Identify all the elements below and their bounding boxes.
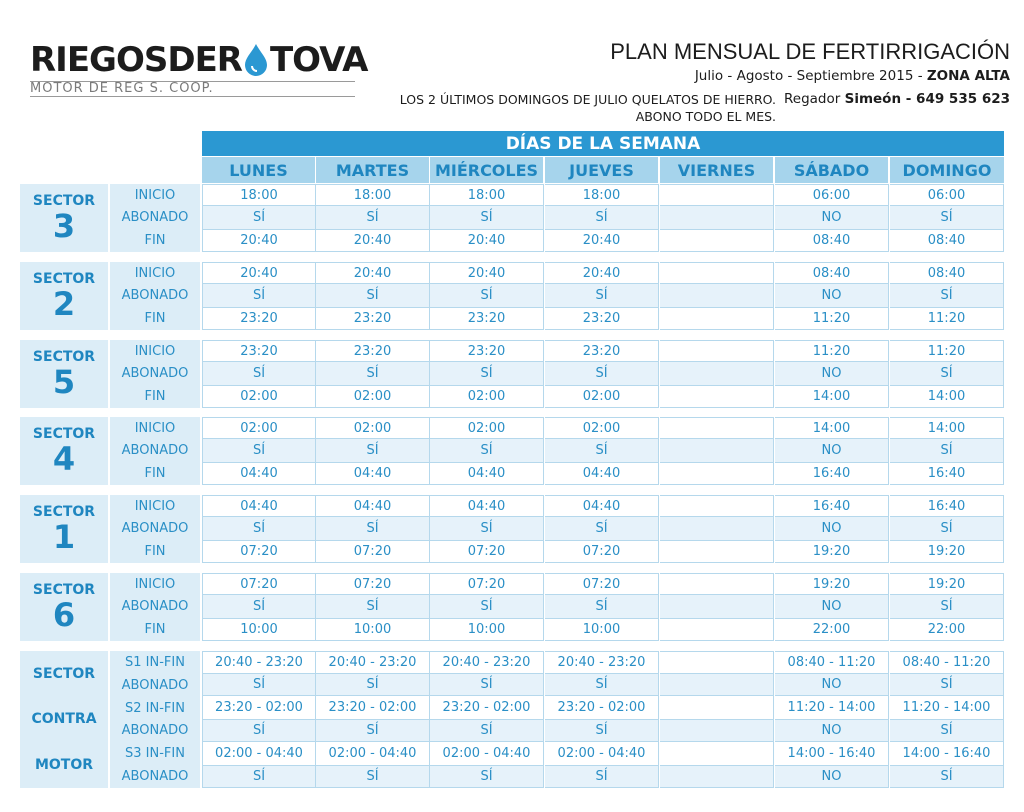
- sector-2-cell: 20:40: [430, 262, 544, 284]
- contra-motor-cell: SÍ: [545, 766, 659, 788]
- contra-motor-cell: SÍ: [202, 674, 316, 696]
- sector-5-cell: SÍ: [545, 362, 659, 386]
- day-header-1: MARTES: [316, 157, 429, 183]
- sector-6-cell: SÍ: [202, 595, 316, 619]
- sector-1-cell: 07:20: [545, 541, 659, 563]
- contra-row-label: ABONADO: [121, 769, 189, 785]
- sector-2-cell: 23:20: [202, 308, 316, 330]
- sector-3-cell: SÍ: [545, 206, 659, 230]
- sector-3-cell: 18:00: [316, 184, 430, 206]
- contra-motor-cell: SÍ: [430, 766, 544, 788]
- regador-label: Regador: [784, 91, 845, 107]
- sector-1-cell: [660, 495, 774, 517]
- contra-motor-cell: 02:00 - 04:40: [316, 742, 430, 766]
- sector-2-cell: 23:20: [316, 308, 430, 330]
- sector-1-cell: 04:40: [430, 495, 544, 517]
- sector-1-cell: 04:40: [316, 495, 430, 517]
- sector-6-cell: [660, 619, 774, 641]
- sector-5-cell: 02:00: [202, 386, 316, 408]
- sector-5-cell: SÍ: [316, 362, 430, 386]
- sector-1-cell: SÍ: [202, 517, 316, 541]
- row-label-inicio: INICIO: [134, 498, 176, 514]
- row-label-abonado: ABONADO: [121, 366, 189, 382]
- sector-1-cell: 07:20: [430, 541, 544, 563]
- contra-motor-cell: [660, 674, 774, 696]
- contra-motor-cell: 20:40 - 23:20: [430, 651, 544, 674]
- sector-1-row-labels: [110, 495, 200, 563]
- regador-name: Simeón - 649 535 623: [844, 91, 1010, 107]
- sector-5-cell: SÍ: [430, 362, 544, 386]
- sector-1-label: [20, 495, 108, 563]
- sector-4-cell: 16:40: [890, 463, 1004, 485]
- sector-2-cell: 11:20: [775, 308, 889, 330]
- contra-motor-cell: 23:20 - 02:00: [316, 696, 430, 720]
- contra-row-label: S1 IN-FIN: [125, 654, 185, 670]
- row-label-fin: FIN: [144, 389, 166, 405]
- contra-motor-cell: [660, 742, 774, 766]
- sector-5-row-labels: [110, 340, 200, 408]
- sector-3-cell: 18:00: [430, 184, 544, 206]
- row-label-abonado: ABONADO: [121, 599, 189, 615]
- contra-motor-cell: 23:20 - 02:00: [430, 696, 544, 720]
- sector-3-cell: SÍ: [890, 206, 1004, 230]
- sector-1-cell: 04:40: [545, 495, 659, 517]
- sector-4-cell: NO: [775, 439, 889, 463]
- sector-1-cell: [660, 517, 774, 541]
- sector-4-cell: 04:40: [316, 463, 430, 485]
- sector-5-cell: 11:20: [890, 340, 1004, 362]
- sector-6-cell: 10:00: [545, 619, 659, 641]
- sector-1-cell: SÍ: [890, 517, 1004, 541]
- logo-text-part2: TOVA: [269, 40, 368, 80]
- sector-6-cell: 07:20: [545, 573, 659, 595]
- sector-4-cell: 14:00: [775, 417, 889, 439]
- contra-motor-cell: SÍ: [545, 720, 659, 742]
- contra-motor-cell: SÍ: [316, 674, 430, 696]
- sector-4-cell: SÍ: [202, 439, 316, 463]
- contra-motor-cell: 23:20 - 02:00: [545, 696, 659, 720]
- contra-motor-cell: NO: [775, 766, 889, 788]
- note-line-2: ABONO TODO EL MES.: [635, 109, 776, 124]
- sector-3-cell: SÍ: [430, 206, 544, 230]
- sector-5-cell: 23:20: [202, 340, 316, 362]
- sector-6-cell: SÍ: [545, 595, 659, 619]
- sector-6-cell: 07:20: [430, 573, 544, 595]
- note-line-1: LOS 2 ÚLTIMOS DOMINGOS DE JULIO QUELATOS DE HIERRO.: [399, 92, 776, 107]
- sector-5-cell: 23:20: [430, 340, 544, 362]
- sector-2-row-labels: [110, 262, 200, 330]
- sector-3-label: [20, 184, 108, 252]
- sector-5-cell: 02:00: [316, 386, 430, 408]
- day-header-3: JUEVES: [545, 157, 658, 183]
- contra-motor-word: CONTRA: [31, 711, 97, 728]
- zone-label: ZONA ALTA: [926, 68, 1010, 84]
- row-label-fin: FIN: [144, 466, 166, 482]
- sector-4-cell: 02:00: [316, 417, 430, 439]
- day-header-4: VIERNES: [660, 157, 773, 183]
- sector-1-cell: 07:20: [316, 541, 430, 563]
- sector-3-cell: 08:40: [890, 230, 1004, 252]
- sector-5-cell: [660, 340, 774, 362]
- row-label-fin: FIN: [144, 233, 166, 249]
- sector-4-cell: 14:00: [890, 417, 1004, 439]
- contra-motor-cell: 02:00 - 04:40: [545, 742, 659, 766]
- logo-text-part1: RIEGOSDER: [30, 40, 242, 80]
- sector-word: SECTOR: [32, 582, 96, 598]
- row-label-inicio: INICIO: [134, 265, 176, 281]
- sector-1-cell: 04:40: [202, 495, 316, 517]
- sector-number: 2: [52, 285, 76, 323]
- row-label-inicio: INICIO: [134, 420, 176, 436]
- row-label-fin: FIN: [144, 622, 166, 638]
- sector-3-cell: [660, 206, 774, 230]
- row-label-fin: FIN: [144, 311, 166, 327]
- contra-row-label: ABONADO: [121, 723, 189, 739]
- contra-motor-cell: SÍ: [890, 720, 1004, 742]
- sector-4-label: [20, 417, 108, 485]
- contra-motor-cell: SÍ: [430, 720, 544, 742]
- sector-word: SECTOR: [32, 349, 96, 365]
- sector-5-cell: 02:00: [430, 386, 544, 408]
- contra-row-label: S2 IN-FIN: [125, 700, 185, 716]
- sector-2-cell: 11:20: [890, 308, 1004, 330]
- sector-3-cell: SÍ: [202, 206, 316, 230]
- sector-5-cell: 02:00: [545, 386, 659, 408]
- contra-motor-row-labels: [110, 651, 200, 788]
- sector-6-cell: 07:20: [316, 573, 430, 595]
- sector-1-cell: NO: [775, 517, 889, 541]
- contra-motor-cell: [660, 651, 774, 674]
- sector-2-cell: SÍ: [202, 284, 316, 308]
- sector-3-cell: SÍ: [316, 206, 430, 230]
- sector-6-cell: 22:00: [775, 619, 889, 641]
- day-header-2: MIÉRCOLES: [430, 157, 543, 183]
- sector-3-row-labels: [110, 184, 200, 252]
- contra-motor-cell: [660, 720, 774, 742]
- sector-5-cell: [660, 362, 774, 386]
- sector-6-cell: SÍ: [430, 595, 544, 619]
- sector-3-cell: 06:00: [775, 184, 889, 206]
- contra-motor-cell: 08:40 - 11:20: [890, 651, 1004, 674]
- sector-6-row-labels: [110, 573, 200, 641]
- sector-2-cell: 08:40: [775, 262, 889, 284]
- sector-2-cell: SÍ: [430, 284, 544, 308]
- sector-4-cell: SÍ: [316, 439, 430, 463]
- contra-motor-cell: 11:20 - 14:00: [775, 696, 889, 720]
- sector-6-cell: SÍ: [316, 595, 430, 619]
- sector-4-cell: [660, 439, 774, 463]
- sector-word: SECTOR: [32, 193, 96, 209]
- contra-motor-cell: SÍ: [202, 766, 316, 788]
- sector-2-cell: NO: [775, 284, 889, 308]
- sector-4-cell: 02:00: [545, 417, 659, 439]
- contra-motor-cell: SÍ: [316, 766, 430, 788]
- sector-6-cell: 22:00: [890, 619, 1004, 641]
- sector-3-cell: [660, 230, 774, 252]
- sector-3-cell: 06:00: [890, 184, 1004, 206]
- sector-2-cell: SÍ: [316, 284, 430, 308]
- logo-subtitle: MOTOR DE REG S. COOP.: [30, 81, 355, 96]
- sector-number: 5: [52, 363, 76, 401]
- day-header-6: DOMINGO: [890, 157, 1004, 183]
- sector-5-cell: 14:00: [890, 386, 1004, 408]
- sector-6-cell: NO: [775, 595, 889, 619]
- contra-motor-cell: SÍ: [430, 674, 544, 696]
- contra-motor-cell: 11:20 - 14:00: [890, 696, 1004, 720]
- contra-motor-label: [20, 651, 108, 788]
- contra-row-label: S3 IN-FIN: [125, 746, 185, 762]
- row-label-fin: FIN: [144, 544, 166, 560]
- sector-3-cell: [660, 184, 774, 206]
- contra-motor-cell: 14:00 - 16:40: [775, 742, 889, 766]
- contra-motor-cell: SÍ: [890, 674, 1004, 696]
- sector-2-cell: 23:20: [430, 308, 544, 330]
- sector-4-cell: SÍ: [545, 439, 659, 463]
- sector-number: 6: [52, 596, 76, 634]
- contra-motor-word: MOTOR: [34, 757, 94, 774]
- sector-2-cell: 20:40: [316, 262, 430, 284]
- row-label-abonado: ABONADO: [121, 288, 189, 304]
- contra-motor-cell: [660, 766, 774, 788]
- week-header: DÍAS DE LA SEMANA: [202, 131, 1004, 156]
- sector-4-cell: SÍ: [890, 439, 1004, 463]
- sector-5-cell: 14:00: [775, 386, 889, 408]
- sector-2-cell: 20:40: [545, 262, 659, 284]
- sector-6-cell: 10:00: [316, 619, 430, 641]
- sector-3-cell: 20:40: [430, 230, 544, 252]
- sector-5-cell: SÍ: [890, 362, 1004, 386]
- sector-4-cell: 02:00: [202, 417, 316, 439]
- row-label-abonado: ABONADO: [121, 443, 189, 459]
- sector-4-row-labels: [110, 417, 200, 485]
- row-label-inicio: INICIO: [134, 576, 176, 592]
- sector-6-cell: 07:20: [202, 573, 316, 595]
- sector-5-cell: SÍ: [202, 362, 316, 386]
- sector-number: 1: [52, 518, 76, 556]
- sector-4-cell: [660, 417, 774, 439]
- contra-motor-cell: SÍ: [545, 674, 659, 696]
- contra-motor-word: SECTOR: [32, 665, 96, 682]
- sector-3-cell: 20:40: [316, 230, 430, 252]
- contra-motor-cell: 14:00 - 16:40: [890, 742, 1004, 766]
- sector-4-cell: SÍ: [430, 439, 544, 463]
- sector-5-cell: 23:20: [545, 340, 659, 362]
- sector-2-label: [20, 262, 108, 330]
- sector-5-cell: [660, 386, 774, 408]
- sector-1-cell: SÍ: [430, 517, 544, 541]
- sector-1-cell: SÍ: [316, 517, 430, 541]
- contra-motor-cell: 20:40 - 23:20: [202, 651, 316, 674]
- sector-2-cell: SÍ: [890, 284, 1004, 308]
- sector-6-label: [20, 573, 108, 641]
- sector-1-cell: 19:20: [775, 541, 889, 563]
- sector-2-cell: SÍ: [545, 284, 659, 308]
- contra-motor-cell: NO: [775, 674, 889, 696]
- sector-4-cell: 02:00: [430, 417, 544, 439]
- sector-6-cell: 19:20: [775, 573, 889, 595]
- sector-word: SECTOR: [32, 426, 96, 442]
- sector-number: 3: [52, 207, 76, 245]
- sector-5-cell: 11:20: [775, 340, 889, 362]
- day-header-0: LUNES: [202, 157, 315, 183]
- sector-3-cell: 08:40: [775, 230, 889, 252]
- sector-5-cell: 23:20: [316, 340, 430, 362]
- sector-1-cell: 07:20: [202, 541, 316, 563]
- sector-word: SECTOR: [32, 504, 96, 520]
- sector-6-cell: 19:20: [890, 573, 1004, 595]
- sector-2-cell: 08:40: [890, 262, 1004, 284]
- contra-motor-cell: 20:40 - 23:20: [545, 651, 659, 674]
- sector-2-cell: [660, 262, 774, 284]
- contra-motor-cell: SÍ: [890, 766, 1004, 788]
- sector-3-cell: 18:00: [202, 184, 316, 206]
- document-title: PLAN MENSUAL DE FERTIRRIGACIÓN: [610, 39, 1010, 64]
- sector-number: 4: [52, 440, 76, 478]
- contra-motor-cell: SÍ: [316, 720, 430, 742]
- contra-row-label: ABONADO: [121, 677, 189, 693]
- sector-2-cell: 20:40: [202, 262, 316, 284]
- row-label-abonado: ABONADO: [121, 521, 189, 537]
- sector-6-cell: [660, 595, 774, 619]
- sector-4-cell: 04:40: [430, 463, 544, 485]
- sector-3-cell: NO: [775, 206, 889, 230]
- period-text: Julio - Agosto - Septiembre 2015 -: [694, 68, 927, 84]
- sector-3-cell: 20:40: [202, 230, 316, 252]
- sector-6-cell: 10:00: [430, 619, 544, 641]
- sector-1-cell: 16:40: [775, 495, 889, 517]
- sector-6-cell: 10:00: [202, 619, 316, 641]
- sector-1-cell: 19:20: [890, 541, 1004, 563]
- contra-motor-cell: 20:40 - 23:20: [316, 651, 430, 674]
- contra-motor-cell: [660, 696, 774, 720]
- contra-motor-cell: SÍ: [202, 720, 316, 742]
- sector-3-cell: 20:40: [545, 230, 659, 252]
- row-label-inicio: INICIO: [134, 343, 176, 359]
- sector-word: SECTOR: [32, 271, 96, 287]
- sector-1-cell: 16:40: [890, 495, 1004, 517]
- sector-5-label: [20, 340, 108, 408]
- contra-motor-cell: 08:40 - 11:20: [775, 651, 889, 674]
- sector-4-cell: 04:40: [545, 463, 659, 485]
- sector-1-cell: [660, 541, 774, 563]
- sector-4-cell: 16:40: [775, 463, 889, 485]
- sector-2-cell: [660, 284, 774, 308]
- sector-5-cell: NO: [775, 362, 889, 386]
- sector-2-cell: 23:20: [545, 308, 659, 330]
- sector-6-cell: [660, 573, 774, 595]
- sector-4-cell: 04:40: [202, 463, 316, 485]
- row-label-abonado: ABONADO: [121, 210, 189, 226]
- sector-3-cell: 18:00: [545, 184, 659, 206]
- contra-motor-cell: 23:20 - 02:00: [202, 696, 316, 720]
- row-label-inicio: INICIO: [134, 187, 176, 203]
- contra-motor-cell: 02:00 - 04:40: [430, 742, 544, 766]
- sector-4-cell: [660, 463, 774, 485]
- sector-6-cell: SÍ: [890, 595, 1004, 619]
- contra-motor-cell: NO: [775, 720, 889, 742]
- contra-motor-cell: 02:00 - 04:40: [202, 742, 316, 766]
- day-header-5: SÁBADO: [775, 157, 888, 183]
- sector-1-cell: SÍ: [545, 517, 659, 541]
- sector-2-cell: [660, 308, 774, 330]
